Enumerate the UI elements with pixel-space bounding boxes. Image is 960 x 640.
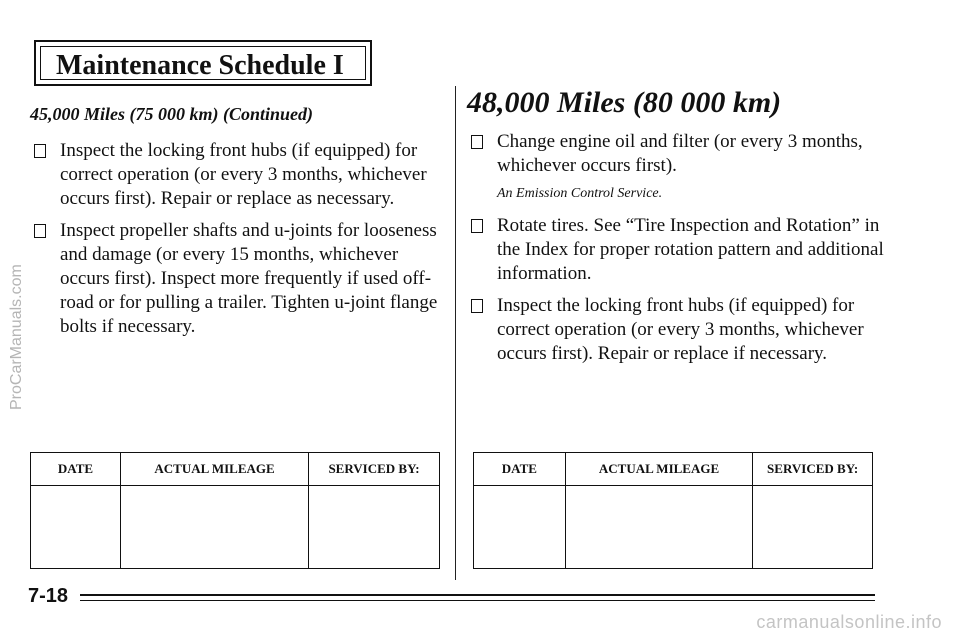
- column-header-mileage: ACTUAL MILEAGE: [565, 453, 753, 486]
- column-header-date: DATE: [31, 453, 121, 486]
- checklist-item: [30, 219, 450, 339]
- item-text: Inspect the locking front hubs (if equipped) for correct operation (or every 3 months, whichever occurs first). Repair or replace as necessary.: [60, 140, 427, 209]
- checklist-item: [30, 139, 450, 211]
- bottom-watermark: carmanualsonline.info: [756, 612, 942, 632]
- left-heading: 45,000 Miles (75 000 km) (Continued): [30, 104, 314, 124]
- checkbox-icon[interactable]: [34, 144, 46, 158]
- mileage-cell[interactable]: [565, 486, 753, 569]
- column-header-serviced-by: SERVICED BY:: [753, 453, 873, 486]
- emission-note: An Emission Control Service.: [497, 186, 663, 201]
- column-divider: [455, 86, 456, 580]
- date-cell[interactable]: [31, 486, 121, 569]
- right-heading: 48,000 Miles (80 000 km): [467, 86, 782, 119]
- item-text: Inspect propeller shafts and u-joints for looseness and damage (or every 15 months, whichever occurs first). Inspect more frequently if used off-road or for pulling a trailer. Tighten u-joint flange bolts if necessary.: [60, 220, 438, 337]
- checklist-item: [467, 130, 887, 206]
- table-row: [31, 486, 440, 569]
- checklist-item: [467, 294, 887, 366]
- mileage-cell[interactable]: [120, 486, 308, 569]
- checklist-item: [467, 214, 887, 286]
- page-title: Maintenance Schedule I: [56, 50, 344, 81]
- item-text: Rotate tires. See “Tire Inspection and Rotation” in the Index for proper rotation pattern and additional information.: [497, 215, 884, 284]
- table-header-row: [474, 453, 873, 486]
- page-number: 7-18: [28, 585, 69, 607]
- table-row: [474, 486, 873, 569]
- column-header-mileage: ACTUAL MILEAGE: [120, 453, 308, 486]
- checkbox-icon[interactable]: [34, 224, 46, 238]
- service-record-table-right: [473, 452, 873, 569]
- footer-rule-thin: [80, 600, 875, 601]
- column-header-serviced-by: SERVICED BY:: [309, 453, 440, 486]
- date-cell[interactable]: [474, 486, 566, 569]
- item-text: Change engine oil and filter (or every 3 months, whichever occurs first).: [497, 131, 863, 176]
- right-column: [467, 86, 887, 374]
- service-record-table-left: [30, 452, 440, 569]
- checkbox-icon[interactable]: [471, 219, 483, 233]
- item-text: Inspect the locking front hubs (if equipped) for correct operation (or every 3 months, whichever occurs first). Repair or replace if necessary.: [497, 295, 864, 364]
- left-column: [30, 104, 450, 347]
- column-header-date: DATE: [474, 453, 566, 486]
- table-header-row: [31, 453, 440, 486]
- footer-rule: [80, 594, 875, 596]
- header-box: [34, 40, 372, 86]
- serviced-by-cell[interactable]: [753, 486, 873, 569]
- serviced-by-cell[interactable]: [309, 486, 440, 569]
- checkbox-icon[interactable]: [471, 299, 483, 313]
- checkbox-icon[interactable]: [471, 135, 483, 149]
- side-watermark: ProCarManuals.com: [8, 264, 25, 410]
